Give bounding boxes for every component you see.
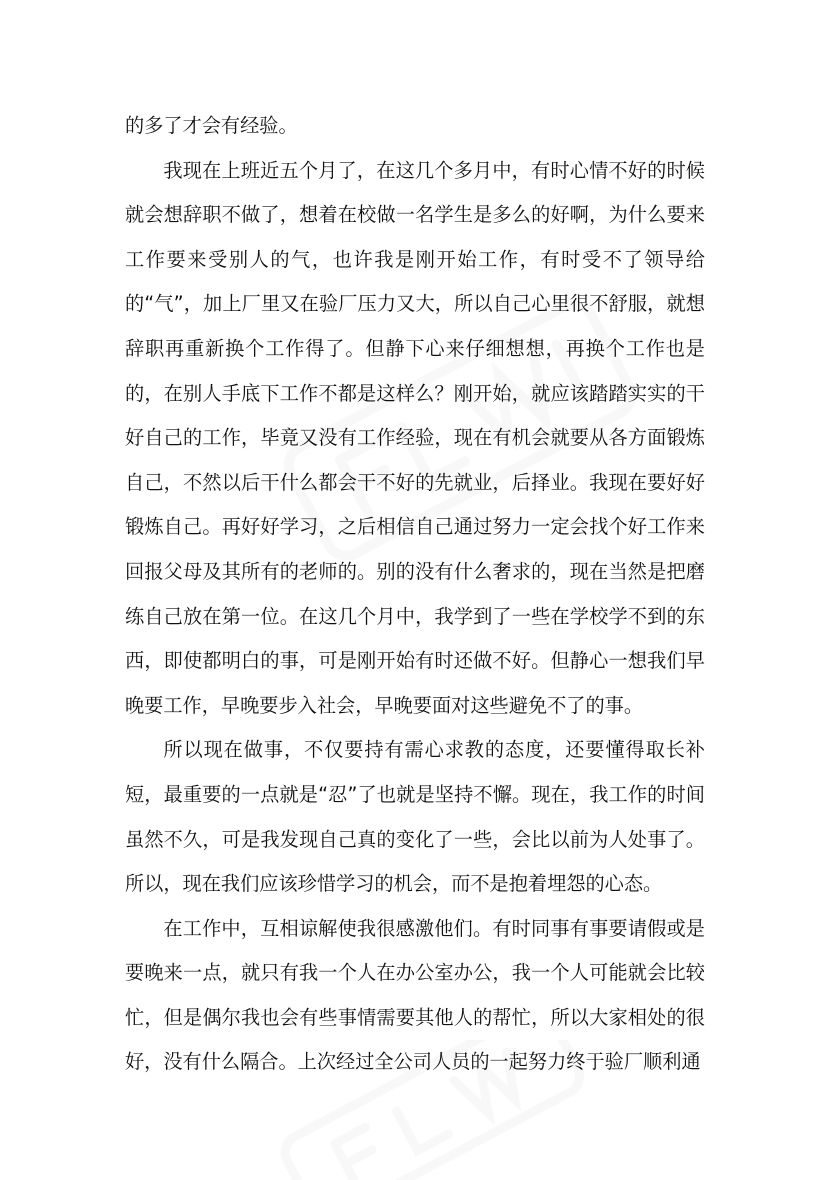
paragraph: 我现在上班近五个月了，在这几个多月中，有时心情不好的时候就会想辞职不做了，想着在校做一名学生是多么的好啊，为什么要来工作要来受别人的气，也许我是刚开始工作，有时受不了领导给的“气”，加上厂里又在验厂压力又大，所以自己心里很不舒服，就想辞职再重新换个工作得了。但静下心来仔细想想，再换个工作也是的，在别人手底下工作不都是这样么？刚开始，就应该踏踏实实的干好自己的工作，毕竟又没有工作经验，现在有机会就要从各方面锻炼自己，不然以后干什么都会干不好的先就业，后择业。我现在要好好锻炼自己。再好好学习，之后相信自己通过努力一定会找个好工作来回报父母及其所有的老师的。别的没有什么奢求的，现在当然是把磨练自己放在第一位。在这几个月中，我学到了一些在学校学不到的东西，即使都明白的事，可是刚开始有时还做不好。但静心一想我们早晚要工作，早晚要步入社会，早晚要面对这些避免不了的事。 bbox=[125, 158, 705, 717]
paragraph: 在工作中，互相谅解使我很感激他们。有时同事有事要请假或是要晚来一点，就只有我一个人在办公室办公，我一个人可能就会比较忙，但是偶尔我也会有些事情需要其他人的帮忙，所以大家相处的很好，没有什么隔合。上次经过全公司人员的一起努力终于验厂顺利通 bbox=[125, 916, 705, 1074]
paragraph-continuation: 的多了才会有经验。 bbox=[125, 114, 298, 137]
paragraph: 所以现在做事，不仅要持有需心求教的态度，还要懂得取长补短，最重要的一点就是“忍”了也就是坚持不懈。现在，我工作的时间虽然不久，可是我发现自己真的变化了一些，会比以前为人处事了。所以，现在我们应该珍惜学习的机会，而不是抱着埋怨的心态。 bbox=[125, 738, 705, 896]
document-body bbox=[125, 104, 705, 1085]
